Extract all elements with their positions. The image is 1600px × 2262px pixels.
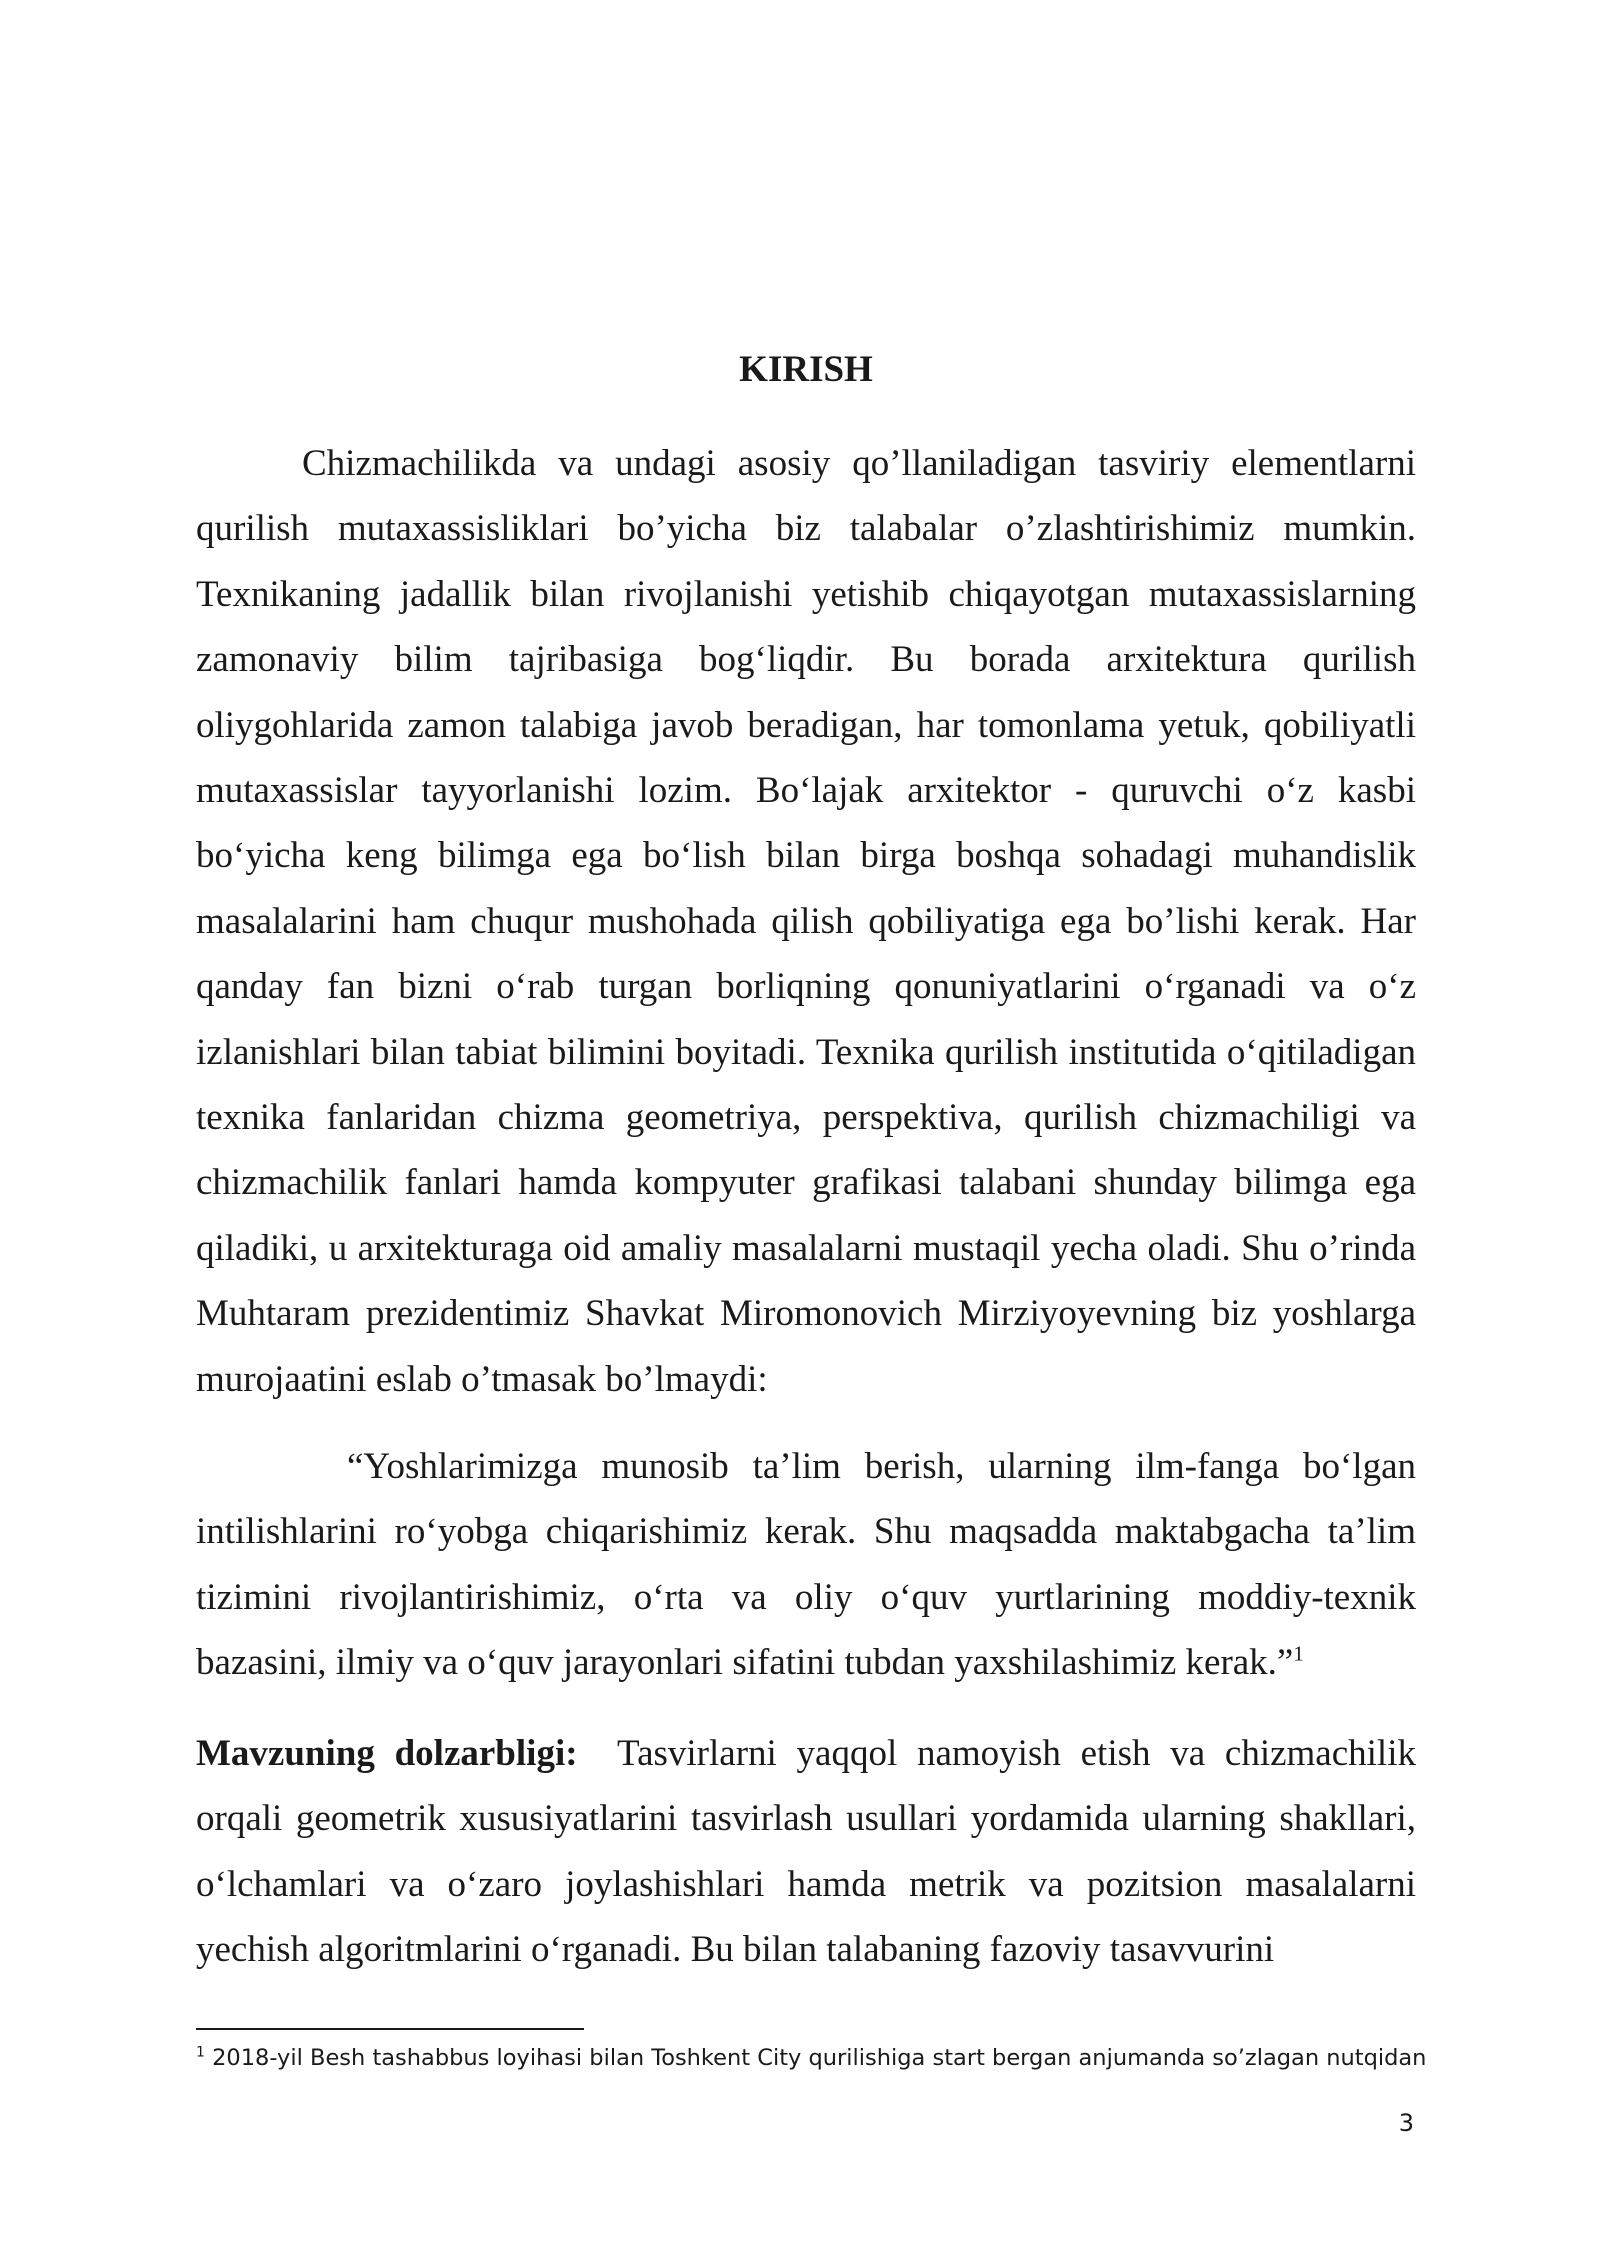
intro-paragraph: Chizmachilikda va undagi asosiy qo’llaniladigan tasviriy elementlarni qurilish mutaxassisliklari bo’yicha biz talabalar o’zlashtirishimiz mumkin. Texnikaning jadallik bilan rivojlanishi yetishib chiqayotgan mutaxassislarning zamonaviy bilim tajribasiga bog‘liqdir. Bu borada arxitektura qurilish oliygohlarida zamon talabiga javob beradigan, har tomonlama yetuk, qobiliyatli mutaxassislar tayyorlanishi lozim. Bo‘lajak arxitektor - quruvchi o‘z kasbi bo‘yicha keng bilimga ega bo‘lish bilan birga boshqa sohadagi muhandislik masalalarini ham chuqur mushohada qilish qobiliyatiga ega bo’lishi kerak. Har qanday fan bizni o‘rab turgan borliqning qonuniyatlarini o‘rganadi va o‘z izlanishlari bilan tabiat bilimini boyitadi. Texnika qurilish institutida o‘qitiladigan texnika fanlaridan chizma geometriya, perspektiva, qurilish chizmachiligi va chizmachilik fanlari hamda kompyuter grafikasi talabani shunday bilimga ega qiladiki, u arxitekturaga oid amaliy masalalarni mustaqil yecha oladi. Shu o’rinda Muhtaram prezidentimiz Shavkat Miromonovich Mirziyoyevning biz yoshlarga murojaatini eslab o’tmasak bo’lmaydi: bbox=[196, 443, 1416, 1400]
footnote-number: 1 bbox=[196, 2044, 205, 2061]
footnote-text: 2018-yil Besh tashabbus loyihasi bilan Toshkent City qurilishiga start bergan anjumanda so’zlagan nutqidan bbox=[212, 2045, 1427, 2071]
relevance-heading: Mavzuning dolzarbligi: bbox=[196, 1733, 578, 1774]
relevance-text: Tasvirlarni yaqqol namoyish etish va chizmachilik orqali geometrik xususiyatlarini tasvirlash usullari yordamida ularning shakllari, o‘lchamlari va o‘zaro joylashishlari hamda metrik va pozitsion masalalarni yechish algoritmlarini o‘rganadi. Bu bilan talabaning fazoviy tasavvurini bbox=[196, 1733, 1416, 1971]
quote-text: “Yoshlarimizga munosib ta’lim berish, ularning ilm-fanga bo‘lgan intilishlarini ro‘yobga chiqarishimiz kerak. Shu maqsadda maktabgacha ta’lim tizimini rivojlantirishimiz, o‘rta va oliy o‘quv yurtlarining moddiy-texnik bazasini, ilmiy va o‘quv jarayonlari sifatini tubdan yaxshilashimiz kerak.” bbox=[196, 1446, 1416, 1684]
page-title: KIRISH bbox=[739, 349, 873, 390]
footnote-separator bbox=[196, 2028, 584, 2030]
quote-paragraph bbox=[196, 1434, 1416, 1696]
footnote-reference[interactable]: 1 bbox=[1293, 1641, 1304, 1666]
relevance-paragraph bbox=[196, 1721, 1416, 1983]
page-number: 3 bbox=[1398, 2109, 1414, 2137]
footnote bbox=[196, 2040, 1496, 2076]
